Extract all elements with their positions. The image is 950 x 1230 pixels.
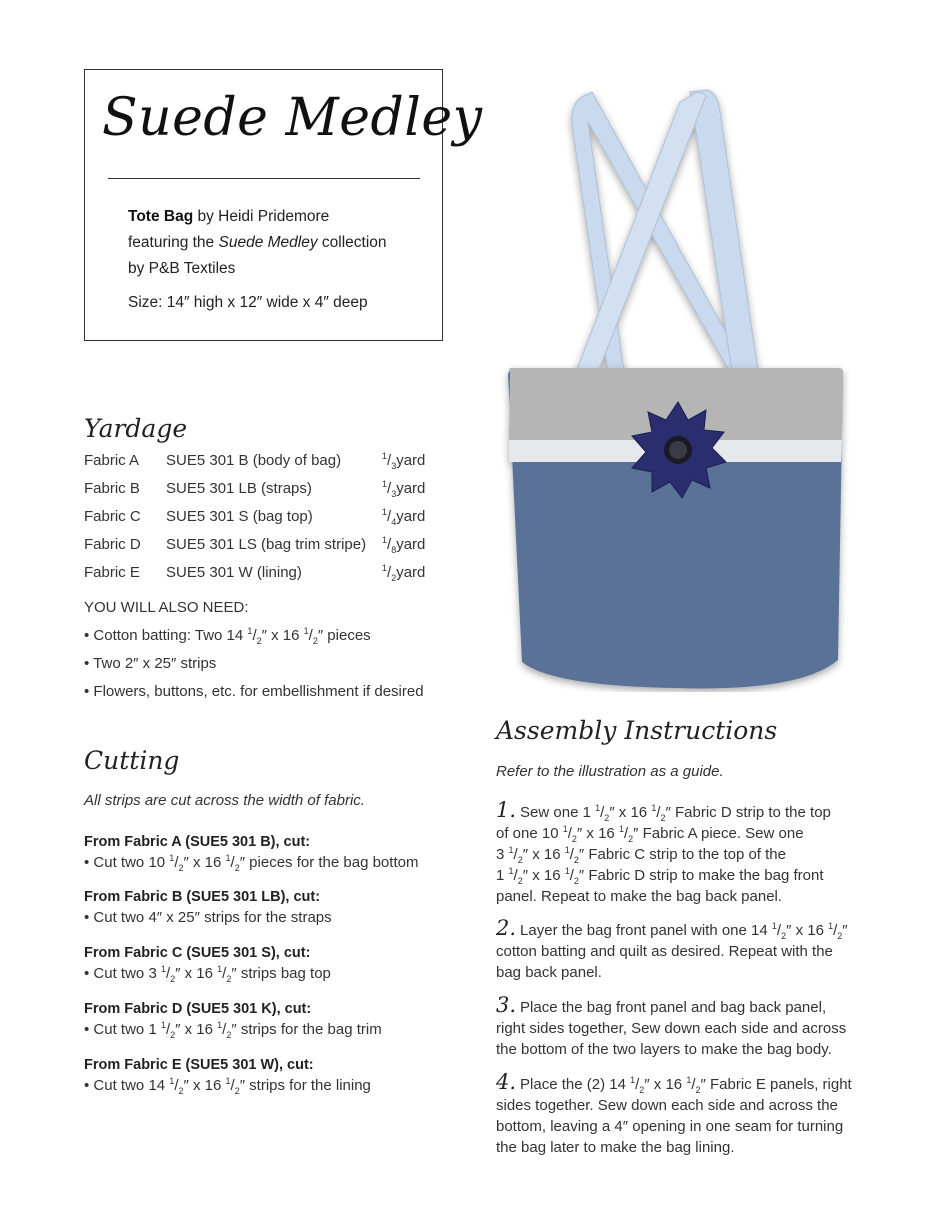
tote-bag-illustration [500, 82, 850, 692]
cut-group-c-head: From Fabric C (SUE5 301 S), cut: [84, 945, 311, 961]
collection-name: Suede Medley [218, 234, 318, 251]
cut-group-e-head: From Fabric E (SUE5 301 W), cut: [84, 1057, 314, 1073]
yardage-row [84, 452, 444, 480]
need-item-batting: • Cotton batting: Two 14 $^1/_2''$ x 16 $^1/_2''$ pieces [84, 626, 371, 646]
fabric-code: SUE5 301 B (body of bag) [166, 452, 342, 469]
assembly-heading: Assembly Instructions [496, 716, 778, 745]
intro-line-1 [128, 204, 428, 230]
assembly-note: Refer to the illustration as a guide. [496, 763, 724, 780]
fabric-label: Fabric C [84, 508, 141, 525]
fabric-amount: $^1/_4$ yard [382, 507, 426, 527]
cut-group-c-item: • Cut two 3 $^1/_2''$ x 16 $^1/_2''$ strips bag top [84, 964, 331, 984]
yardage-heading: Yardage [84, 414, 188, 443]
fabric-amount: $^1/_2$ yard [382, 563, 426, 583]
collection-suffix: collection [321, 234, 387, 251]
yardage-row [84, 508, 444, 536]
assembly-step-1: 1. Sew one 1 $^1/_2''$ x 16 $^1/_2''$ Fabric D strip to the top of one 10 $^1/_2''$ x 16 $^1/_2''$ Fabric A piece. Sew one 3 $^1/_2''$ x 16 $^1/_2''$ Fabric C strip to the top of the 1 $^1/_2''$ x 16 $^1/_2''$ Fabric D strip to make the bag front panel. Repeat to make the bag back panel. [496, 798, 831, 905]
assembly-step-2: 2. Layer the bag front panel with one 14 $^1/_2''$ x 16 $^1/_2''$ cotton batting and quilt as desired. Repeat with the bag back panel. [496, 916, 848, 981]
featuring-prefix: featuring the [128, 234, 215, 251]
assembly-step-4: 4. Place the (2) 14 $^1/_2''$ x 16 $^1/_2''$ Fabric E panels, right sides together. Sew down each side and across the bottom, leaving a 4″ opening in one seam for turning the bag later to make the bag lining. [496, 1070, 852, 1156]
yardage-row [84, 536, 444, 564]
fabric-code: SUE5 301 W (lining) [166, 564, 302, 581]
yardage-row [84, 480, 444, 508]
cut-group-a-head: From Fabric A (SUE5 301 B), cut: [84, 834, 311, 850]
cutting-note: All strips are cut across the width of fabric. [84, 792, 365, 809]
intro-size: Size: 14″ high x 12″ wide x 4″ deep [128, 294, 368, 311]
fabric-amount: $^1/_3$ yard [382, 479, 426, 499]
fabric-code: SUE5 301 LB (straps) [166, 480, 312, 497]
title-divider [108, 178, 420, 179]
cut-group-b-item: • Cut two 4″ x 25″ strips for the straps [84, 909, 332, 926]
fabric-amount: $^1/_8$ yard [382, 535, 426, 555]
intro-company: by P&B Textiles [128, 260, 236, 277]
fabric-label: Fabric A [84, 452, 140, 469]
bag-straps [572, 90, 758, 372]
fabric-label: Fabric B [84, 480, 140, 497]
yardage-row [84, 564, 444, 592]
fabric-amount: $^1/_3$ yard [382, 451, 426, 471]
fabric-label: Fabric E [84, 564, 140, 581]
cut-group-a-item: • Cut two 10 $^1/_2''$ x 16 $^1/_2''$ pieces for the bag bottom [84, 853, 419, 873]
cutting-heading: Cutting [84, 746, 180, 775]
assembly-step-3: 3. Place the bag front panel and bag back panel, right sides together, Sew down each side and across the bottom of the two layers to make the bag body. [496, 993, 847, 1058]
fabric-code: SUE5 301 LS (bag trim stripe) [166, 536, 367, 553]
cut-group-d-item: • Cut two 1 $^1/_2''$ x 16 $^1/_2''$ strips for the bag trim [84, 1020, 382, 1040]
designer: by Heidi Pridemore [197, 208, 330, 225]
cut-group-b-head: From Fabric B (SUE5 301 LB), cut: [84, 889, 321, 905]
cut-group-d-head: From Fabric D (SUE5 301 K), cut: [84, 1001, 312, 1017]
fabric-code: SUE5 301 S (bag top) [166, 508, 313, 525]
product-name: Tote Bag [128, 208, 194, 225]
fabric-label: Fabric D [84, 536, 141, 553]
also-need-heading: YOU WILL ALSO NEED: [84, 599, 249, 616]
need-item-strips: • Two 2″ x 25″ strips [84, 655, 217, 672]
intro-line-2 [128, 230, 428, 256]
cut-group-e-item: • Cut two 14 $^1/_2''$ x 16 $^1/_2''$ strips for the lining [84, 1076, 371, 1096]
page-title: Suede Medley [102, 88, 483, 148]
need-item-flowers: • Flowers, buttons, etc. for embellishment if desired [84, 683, 424, 700]
